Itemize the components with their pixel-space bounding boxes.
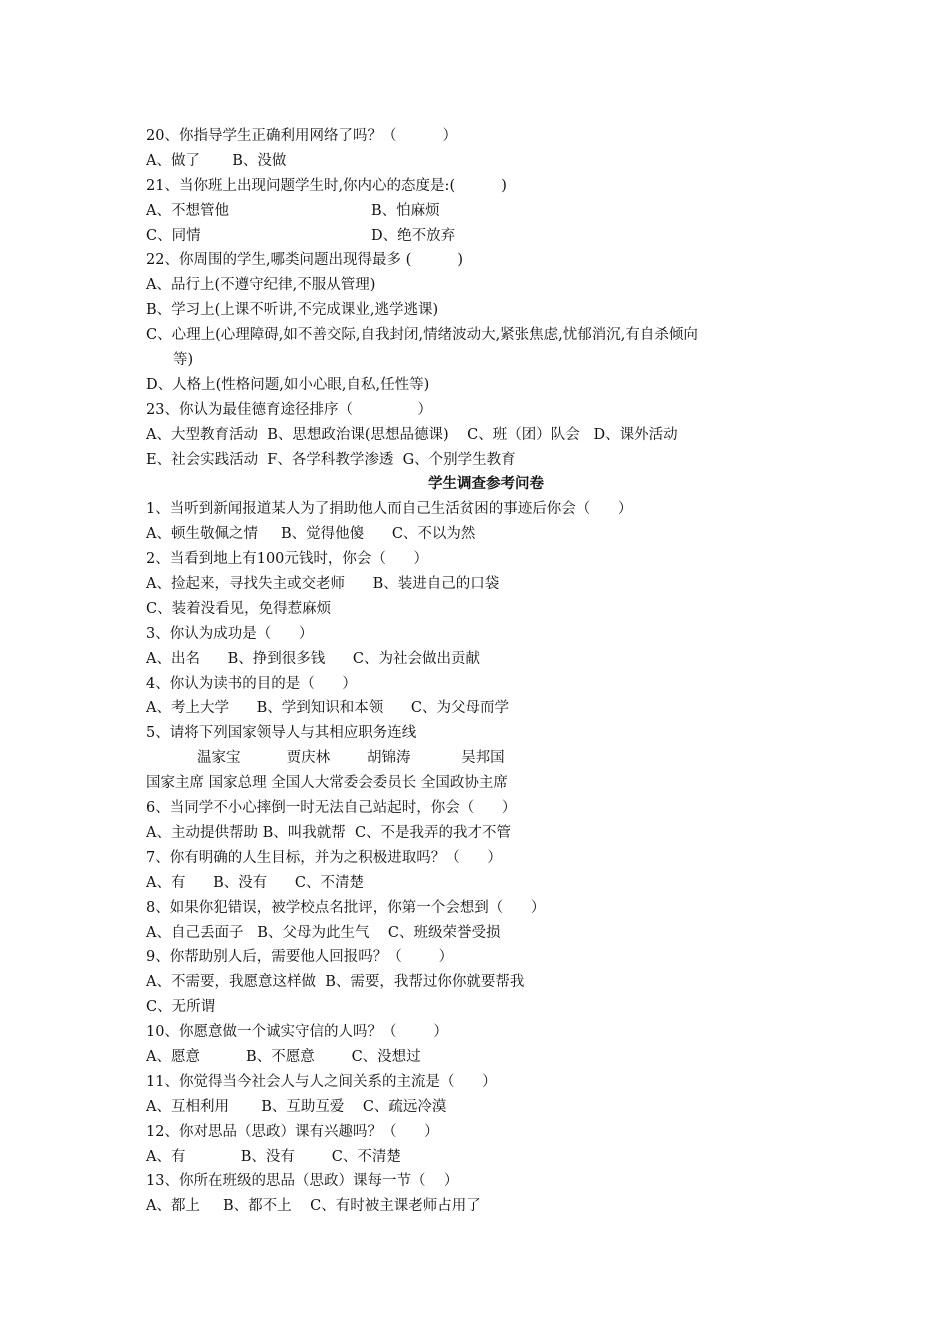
question-23: 23、你认为最佳德育途径排序（ ） <box>146 401 432 418</box>
question-21-options-row2 <box>146 224 826 249</box>
survey-line: 4、你认为读书的目的是（ ） <box>146 675 357 692</box>
survey-line: A、有 B、没有 C、不清楚 <box>146 1148 401 1165</box>
question-23-options-2: E、社会实践活动 F、各学科教学渗透 G、个别学生教育 <box>146 451 516 468</box>
survey-line: A、愿意 B、不愿意 C、没想过 <box>146 1048 421 1065</box>
survey-items-part1 <box>146 497 826 746</box>
question-21: 21、当你班上出现问题学生时,你内心的态度是:( ) <box>146 177 507 194</box>
option-a: A、不想管他 <box>146 202 229 219</box>
option-b: B、怕麻烦 <box>371 202 440 219</box>
survey-line: A、主动提供帮助 B、叫我就帮 C、不是我弄的我才不管 <box>146 824 512 841</box>
survey-line: A、顿生敬佩之情 B、觉得他傻 C、不以为然 <box>146 526 476 543</box>
survey-line: 1、当听到新闻报道某人为了捐助他人而自己生活贫困的事迹后你会（ ） <box>146 501 633 518</box>
leader-names: 温家宝 贾庆林 胡锦涛 吴邦国 <box>197 750 505 767</box>
survey-line: C、无所谓 <box>146 999 216 1016</box>
survey-line: A、自己丢面子 B、父母为此生气 C、班级荣誉受损 <box>146 924 501 941</box>
survey-line: A、捡起来，寻找失主或交老师 B、装进自己的口袋 <box>146 576 500 593</box>
option-c: C、同情 <box>146 227 201 244</box>
question-22: 22、你周围的学生,哪类问题出现得最多 ( ) <box>146 252 464 269</box>
leader-positions: 国家主席 国家总理 全国人大常委会委员长 全国政协主席 <box>146 775 508 792</box>
option-d: D、绝不放弃 <box>371 227 456 244</box>
question-22-option-c: C、心理上(心理障碍,如不善交际,自我封闭,情绪波动大,紧张焦虑,忧郁消沉,有自杀倾向 <box>146 327 698 344</box>
survey-line: 6、当同学不小心摔倒一时无法自己站起时，你会（ ） <box>146 800 517 817</box>
survey-line: 10、你愿意做一个诚实守信的人吗？（ ） <box>146 1024 448 1041</box>
survey-line: 7、你有明确的人生目标，并为之积极进取吗？（ ） <box>146 849 502 866</box>
survey-line: 9、你帮助别人后，需要他人回报吗？（ ） <box>146 949 454 966</box>
survey-line: A、出名 B、挣到很多钱 C、为社会做出贡献 <box>146 650 481 667</box>
survey-line: 13、你所在班级的思品（思政）课每一节（ ） <box>146 1173 459 1190</box>
survey-line: 5、请将下列国家领导人与其相应职务连线 <box>146 725 417 742</box>
survey-title: 学生调查参考问卷 <box>428 475 544 493</box>
survey-line: C、装着没看见，免得惹麻烦 <box>146 600 332 617</box>
question-21-options-row1 <box>146 199 826 224</box>
survey-line: 12、你对思品（思政）课有兴趣吗？（ ） <box>146 1123 439 1140</box>
survey-line: 11、你觉得当今社会人与人之间关系的主流是（ ） <box>146 1073 497 1090</box>
survey-line: A、考上大学 B、学到知识和本领 C、为父母而学 <box>146 700 510 717</box>
survey-line: A、有 B、没有 C、不清楚 <box>146 874 365 891</box>
survey-line: 3、你认为成功是（ ） <box>146 625 314 642</box>
question-20-options: A、做了 B、没做 <box>146 152 287 169</box>
question-22-option-a: A、品行上(不遵守纪律,不服从管理) <box>146 277 376 294</box>
question-23-options-1: A、大型教育活动 B、思想政治课(思想品德课) C、班（团）队会 D、课外活动 <box>146 426 678 443</box>
question-20: 20、你指导学生正确利用网络了吗？（ ） <box>146 128 458 144</box>
survey-line: A、互相利用 B、互助互爱 C、疏远冷漠 <box>146 1098 447 1115</box>
survey-line: A、不需要，我愿意这样做 B、需要，我帮过你你就要帮我 <box>146 974 525 991</box>
question-22-option-d: D、人格上(性格问题,如小心眼,自私,任性等) <box>146 376 430 393</box>
question-22-option-c-cont: 等) <box>173 352 194 369</box>
document-content <box>146 124 826 1219</box>
survey-items-part2 <box>146 796 826 1219</box>
survey-line: 2、当看到地上有100元钱时，你会（ ） <box>146 551 429 568</box>
question-22-option-b: B、学习上(上课不听讲,不完成课业,逃学逃课) <box>146 302 439 319</box>
survey-line: 8、如果你犯错误，被学校点名批评，你第一个会想到（ ） <box>146 899 546 916</box>
survey-line: A、都上 B、都不上 C、有时被主课老师占用了 <box>146 1198 481 1215</box>
